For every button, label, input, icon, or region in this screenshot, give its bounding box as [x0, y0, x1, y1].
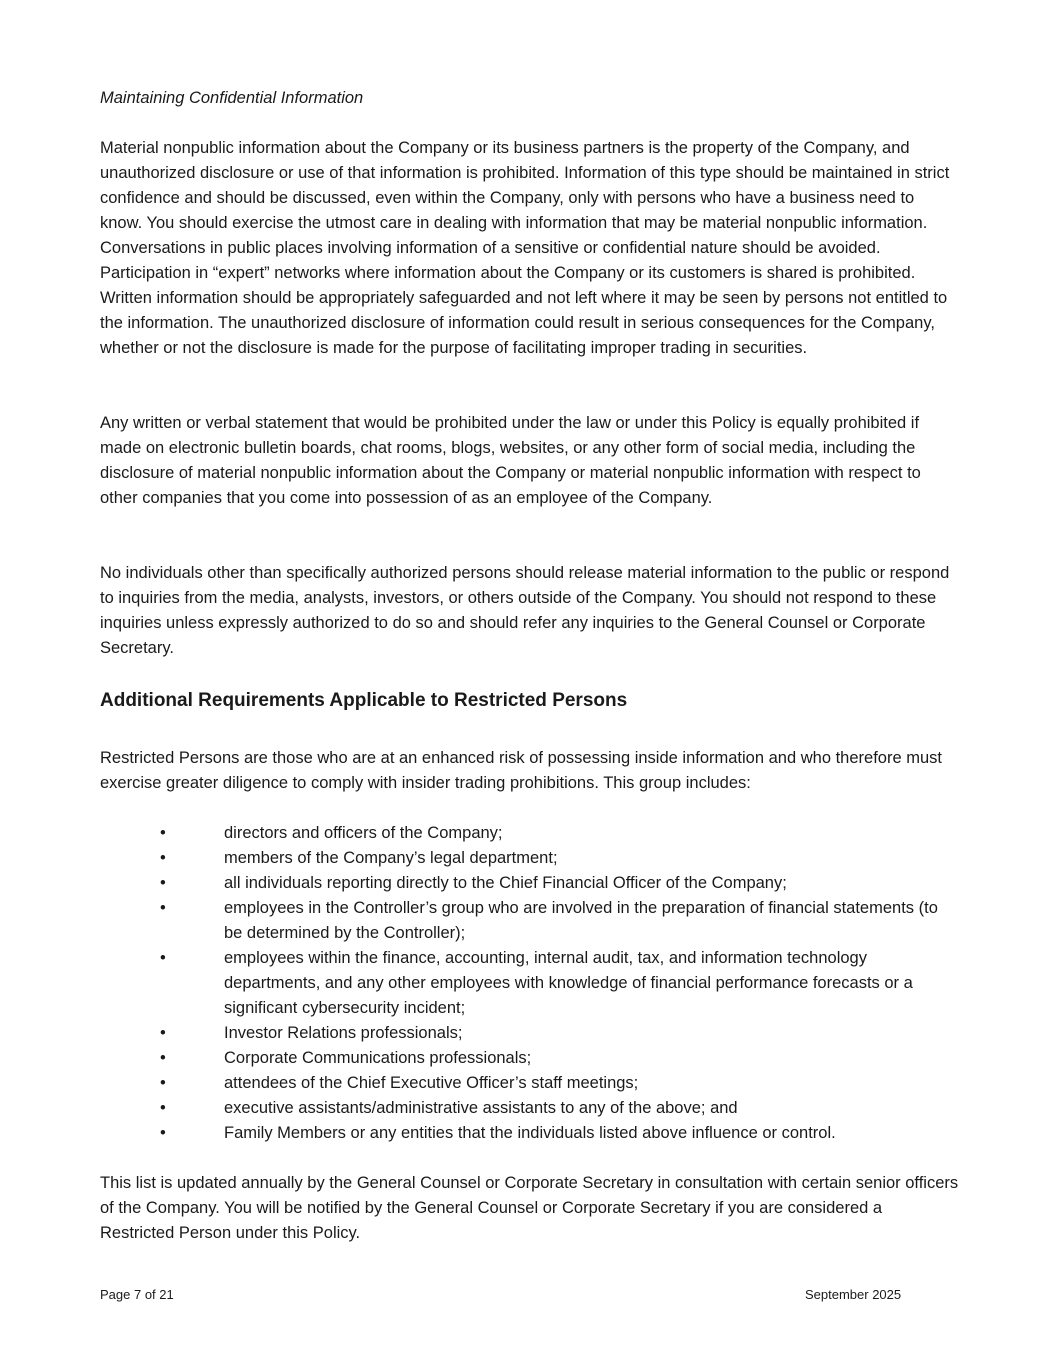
paragraph-text: This list is updated annually by the General Counsel or Corporate Secretary in consultation with certain senior officers of the Company. You will be notified by the General Counsel or Corporate Secretary if you are considered a Restricted Person under this Policy. — [100, 1174, 959, 1242]
list-item-text: directors and officers of the Company; — [224, 824, 503, 842]
paragraph-text: Material nonpublic information about the Company or its business partners is the property of the Company, and unauthorized disclosure or use of that information is prohibited. Information of this type should be maintained in strict confidence and should be discussed, even within the Company, only with persons who have a business need to know. You should exercise the utmost care in dealing with information that may be material nonpublic information. Conversations in public places involving information of a sensitive or confidential nature should be avoided. Participation in “expert” networks where information about the Company or its customers is shared is prohibited. Written information should be appropriately safeguarded and not left where it may be seen by persons not entitled to the information. The unauthorized disclosure of information could result in serious consequences for the Company, whether or not the disclosure is made for the purpose of facilitating improper trading in securities. — [100, 139, 950, 357]
bullet-icon: • — [160, 1074, 166, 1092]
paragraph-text: Restricted Persons are those who are at an enhanced risk of possessing inside information and who therefore must exercise greater diligence to comply with insider trading prohibitions. This group includes: — [100, 749, 942, 792]
list-item-text: Investor Relations professionals; — [224, 1024, 463, 1042]
list-item — [100, 946, 960, 1021]
list-item — [100, 871, 960, 896]
list-item-text: employees within the finance, accounting, internal audit, tax, and information technology departments, and any other employees with knowledge of financial performance forecasts or a significant cybersecurity incident; — [224, 949, 913, 1017]
footer-page-number: Page 7 of 21 — [100, 1287, 174, 1302]
subheading: Maintaining Confidential Information — [100, 89, 364, 107]
paragraph-closing — [100, 1171, 960, 1246]
paragraph-text: Any written or verbal statement that would be prohibited under the law or under this Policy is equally prohibited if made on electronic bulletin boards, chat rooms, blogs, websites, or any other form of social media, including the disclosure of material nonpublic information about the Company or material nonpublic information with respect to other companies that you come into possession of as an employee of the Company. — [100, 414, 921, 507]
list-item — [100, 1021, 960, 1046]
paragraph-social-media — [100, 411, 960, 511]
list-item-text: Family Members or any entities that the individuals listed above influence or control. — [224, 1124, 836, 1142]
list-item — [100, 1121, 960, 1146]
list-item-text: employees in the Controller’s group who are involved in the preparation of financial statements (to be determined by the Controller); — [224, 899, 938, 942]
bullet-icon: • — [160, 1049, 166, 1067]
list-item-text: executive assistants/administrative assistants to any of the above; and — [224, 1099, 738, 1117]
list-item — [100, 896, 960, 946]
list-item-text: Corporate Communications professionals; — [224, 1049, 532, 1067]
paragraph-intro — [100, 746, 960, 796]
list-item-text: attendees of the Chief Executive Officer’s staff meetings; — [224, 1074, 639, 1092]
list-item-text: members of the Company’s legal department; — [224, 849, 558, 867]
list-item — [100, 846, 960, 871]
bullet-icon: • — [160, 1099, 166, 1117]
bullet-icon: • — [160, 824, 166, 842]
list-item — [100, 1071, 960, 1096]
paragraph-text: No individuals other than specifically authorized persons should release material information to the public or respond to inquiries from the media, analysts, investors, or others outside of the Company. You should not respond to these inquiries unless expressly authorized to do so and should refer any inquiries to the General Counsel or Corporate Secretary. — [100, 564, 950, 657]
paragraph-authorized-persons — [100, 561, 960, 661]
paragraph-confidential — [100, 136, 960, 361]
bullet-icon: • — [160, 899, 166, 917]
list-item — [100, 821, 960, 846]
bullet-icon: • — [160, 1024, 166, 1042]
bullet-icon: • — [160, 949, 166, 967]
bullet-icon: • — [160, 1124, 166, 1142]
list-item-text: all individuals reporting directly to the Chief Financial Officer of the Company; — [224, 874, 787, 892]
bullet-icon: • — [160, 874, 166, 892]
restricted-persons-list — [100, 821, 960, 1146]
list-item — [100, 1046, 960, 1071]
list-item — [100, 1096, 960, 1121]
bullet-icon: • — [160, 849, 166, 867]
section-heading: Additional Requirements Applicable to Restricted Persons — [100, 690, 628, 711]
footer-date: September 2025 — [805, 1287, 902, 1302]
